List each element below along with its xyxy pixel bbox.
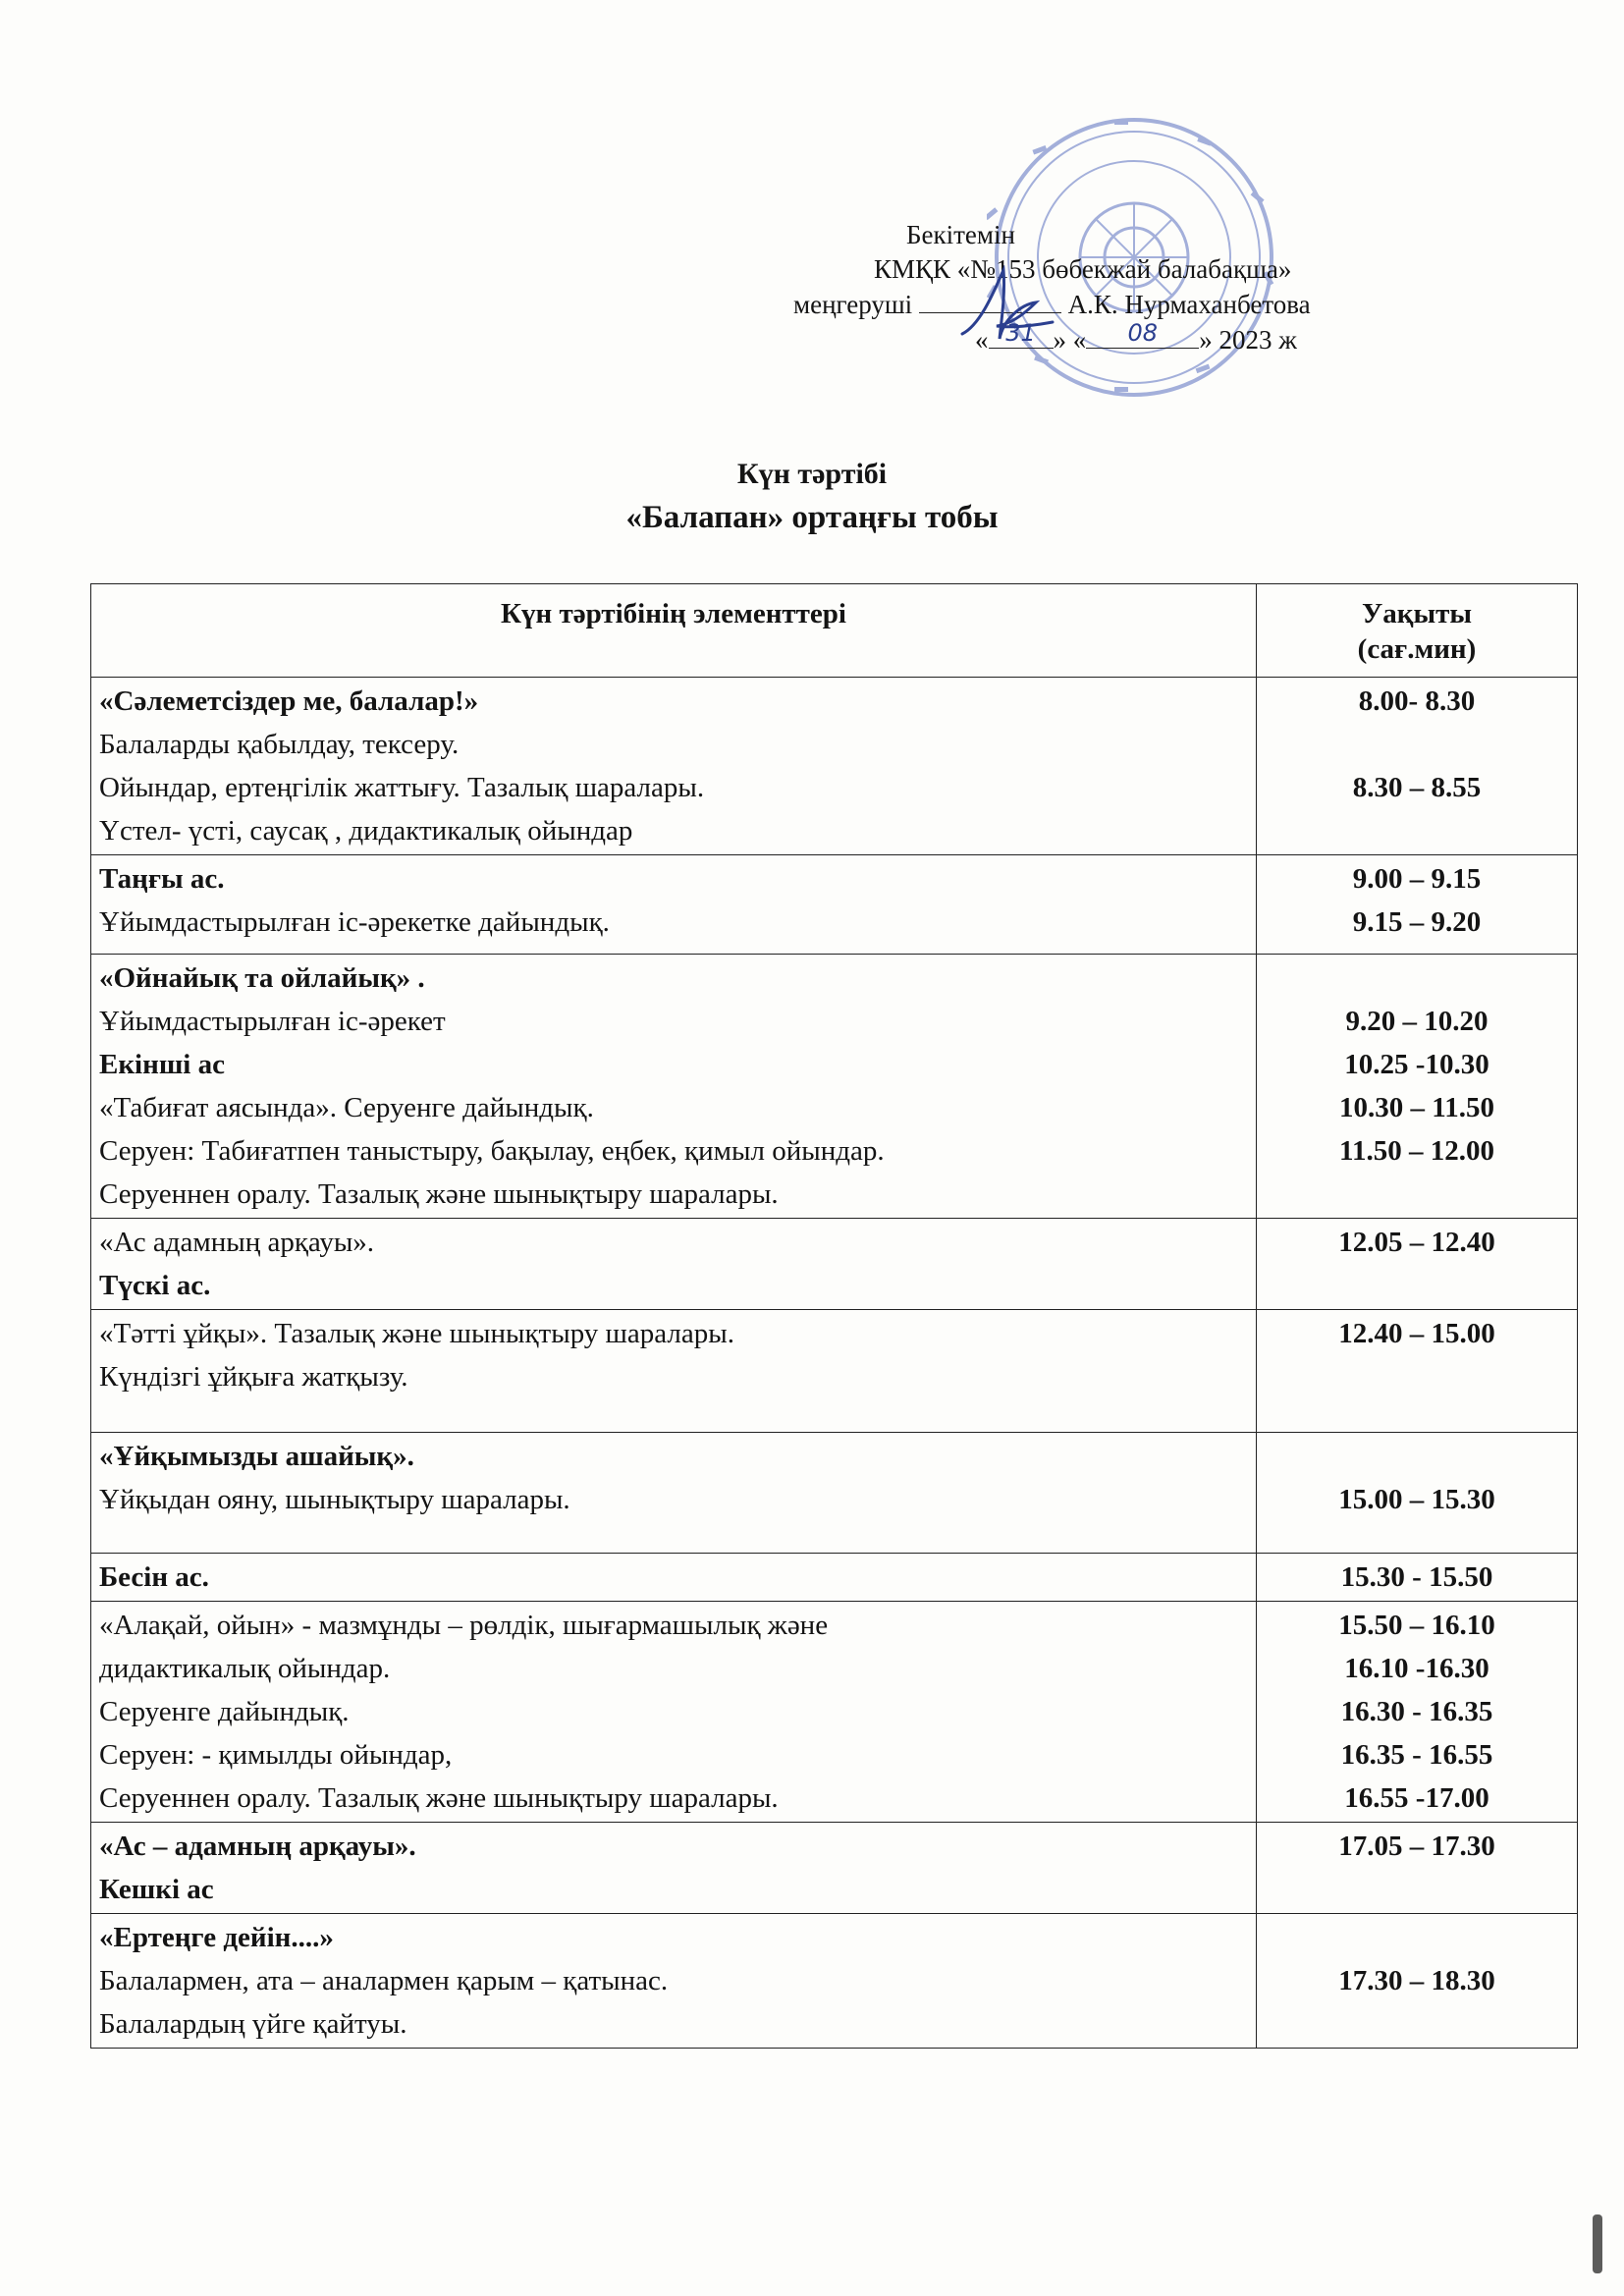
row-line: «Ертеңге дейін....» (99, 1922, 334, 1953)
row-line: Серуен: Табиғатпен таныстыру, бақылау, еңбек, қимыл ойындар. (99, 1135, 885, 1167)
time-value: 16.30 - 16.35 (1340, 1696, 1493, 1727)
document-title (0, 454, 1624, 540)
header-elements: Күн тәртібінің элементтері (91, 584, 1257, 678)
time-value: 9.00 – 9.15 (1352, 863, 1482, 895)
date-mid-quote: » « (1053, 325, 1087, 355)
time-value: 16.35 - 16.55 (1340, 1739, 1493, 1771)
row-line: Ұйымдастырылған іс-әрекет (99, 1006, 446, 1037)
table-row (91, 855, 1578, 955)
row-elements-cell (91, 1602, 1257, 1823)
row-line: Таңғы ас. (99, 863, 225, 895)
header-time-unit: (сағ.мин) (1357, 633, 1477, 665)
date-open-quote: « (975, 325, 989, 355)
approval-line-2: КМҚК «№153 бөбекжай балабақша» (874, 254, 1292, 284)
row-line: Күндізгі ұйқыға жатқызу. (99, 1361, 408, 1393)
handwritten-signature (943, 265, 1070, 354)
time-value: 9.20 – 10.20 (1345, 1006, 1489, 1037)
table-row (91, 1602, 1578, 1823)
time-value: 16.55 -17.00 (1344, 1782, 1489, 1814)
row-line: «Ойнайық та ойлайық» . (99, 962, 425, 994)
row-line: Серуеннен оралу. Тазалық және шынықтыру шаралары. (99, 1178, 779, 1210)
row-line: Серуенге дайындық. (99, 1696, 350, 1727)
row-line: Екінші ас (99, 1049, 225, 1080)
row-line: Бесін ас. (99, 1561, 209, 1593)
approval-line-1: Бекітемін (906, 220, 1015, 249)
title-line-2: «Балапан» ортаңғы тобы (625, 500, 999, 535)
row-line: «Ас – адамның арқауы». (99, 1831, 416, 1862)
date-month: 08 (1127, 319, 1159, 347)
time-value: 12.05 – 12.40 (1338, 1227, 1495, 1258)
row-elements-cell (91, 855, 1257, 955)
row-line: Ойындар, ертеңгілік жаттығу. Тазалық шаралары. (99, 772, 705, 803)
time-value: 17.05 – 17.30 (1338, 1831, 1495, 1862)
row-time-cell (1257, 1823, 1578, 1914)
row-elements-cell (91, 1823, 1257, 1914)
date-day: 31 (1005, 319, 1036, 347)
table-row (91, 678, 1578, 855)
time-value: 15.00 – 15.30 (1338, 1484, 1495, 1515)
row-time-cell (1257, 1602, 1578, 1823)
table-row (91, 1914, 1578, 2049)
title-line-1: Күн тәртібі (736, 458, 888, 490)
row-line: Үстел- үсті, саусақ , дидактикалық ойындар (99, 815, 633, 847)
time-value: 11.50 – 12.00 (1339, 1135, 1494, 1167)
row-line: Ұйымдастырылған іс-әрекетке дайындық. (99, 906, 610, 938)
time-value: 8.30 – 8.55 (1352, 772, 1482, 803)
table-row (91, 1433, 1578, 1554)
row-elements-cell (91, 1433, 1257, 1554)
row-line: «Ас адамның арқауы». (99, 1227, 375, 1258)
row-elements-cell (91, 955, 1257, 1219)
time-value (1265, 723, 1569, 766)
row-time-cell (1257, 1554, 1578, 1602)
table-row (91, 955, 1578, 1219)
row-line: Балалардың үйге қайтуы. (99, 2008, 407, 2040)
row-line: «Табиғат аясында». Серуенге дайындық. (99, 1092, 594, 1123)
row-line: Балалармен, ата – аналармен қарым – қатынас. (99, 1965, 669, 1996)
date-year: » 2023 ж (1199, 325, 1297, 355)
row-time-cell (1257, 678, 1578, 855)
row-elements-cell (91, 678, 1257, 855)
approval-position: меңгеруші (793, 290, 913, 319)
table-header-row (91, 584, 1578, 678)
time-value (1265, 1916, 1569, 1959)
row-line: «Ұйқымызды ашайық». (99, 1441, 414, 1472)
row-time-cell (1257, 955, 1578, 1219)
approval-line-3 (766, 287, 1404, 322)
time-value: 15.50 – 16.10 (1338, 1610, 1495, 1641)
header-time-label: Уақыты (1361, 598, 1473, 629)
time-value: 8.00- 8.30 (1358, 685, 1476, 717)
time-value (1265, 1435, 1569, 1478)
time-value: 10.30 – 11.50 (1339, 1092, 1494, 1123)
approval-date (766, 319, 1404, 357)
row-line: Серуен: - қимылды ойындар, (99, 1739, 453, 1771)
row-line: Балаларды қабылдау, тексеру. (99, 729, 460, 760)
row-time-cell (1257, 1219, 1578, 1310)
approval-block (766, 218, 1404, 357)
row-elements-cell (91, 1310, 1257, 1433)
time-value: 9.15 – 9.20 (1352, 906, 1482, 938)
row-line: «Сәлеметсіздер ме, балалар!» (99, 685, 479, 717)
time-value: 15.30 - 15.50 (1340, 1561, 1493, 1593)
time-value: 17.30 – 18.30 (1338, 1965, 1495, 1996)
row-line: Ұйқыдан ояну, шынықтыру шаралары. (99, 1484, 570, 1515)
row-time-cell (1257, 1433, 1578, 1554)
time-value: 16.10 -16.30 (1344, 1653, 1489, 1684)
row-line: Түскі ас. (99, 1270, 211, 1301)
table-row (91, 1554, 1578, 1602)
row-time-cell (1257, 1914, 1578, 2049)
table-row (91, 1310, 1578, 1433)
row-line: «Тәтті ұйқы». Тазалық және шынықтыру шаралары. (99, 1318, 734, 1349)
row-elements-cell (91, 1914, 1257, 2049)
date-month-field (1086, 319, 1199, 349)
approval-name: А.К. Нурмаханбетова (1067, 290, 1311, 319)
row-time-cell (1257, 1310, 1578, 1433)
schedule-table (90, 583, 1578, 2049)
time-value (1265, 957, 1569, 1000)
row-line: «Алақай, ойын» - мазмұнды – рөлдік, шығармашылық және (99, 1610, 829, 1641)
header-time (1257, 584, 1578, 678)
scan-edge-mark (1593, 2214, 1602, 2273)
table-row (91, 1823, 1578, 1914)
table-row (91, 1219, 1578, 1310)
time-value: 12.40 – 15.00 (1338, 1318, 1495, 1349)
time-value: 10.25 -10.30 (1344, 1049, 1489, 1080)
row-elements-cell (91, 1219, 1257, 1310)
row-line: Кешкі ас (99, 1874, 214, 1905)
row-line: дидактикалық ойындар. (99, 1653, 391, 1684)
row-line: Серуеннен оралу. Тазалық және шынықтыру шаралары. (99, 1782, 779, 1814)
row-time-cell (1257, 855, 1578, 955)
row-elements-cell (91, 1554, 1257, 1602)
